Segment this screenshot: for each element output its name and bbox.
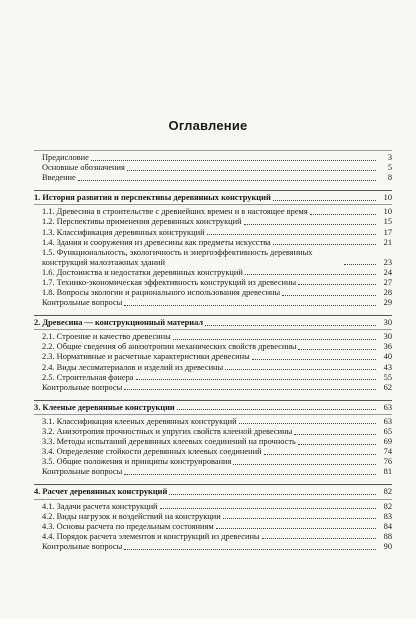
toc-entry[interactable] [34, 288, 392, 298]
toc-entry-page: 43 [383, 362, 392, 372]
toc-entry-label: 3.5. Общие положения и принципы конструирования [42, 457, 232, 467]
divider [34, 315, 392, 316]
toc-entry[interactable] [34, 298, 392, 308]
chapter-title-label: 2. Древесина — конструкционный материал [34, 318, 204, 328]
chapter-page: 63 [383, 402, 392, 412]
chapter-title[interactable] [34, 403, 392, 413]
toc-entry-label: 3.2. Анизотропия прочностных и упругих свойств клееной древесины [42, 426, 293, 436]
leader-dots [91, 160, 376, 161]
toc-entry-page: 23 [383, 257, 392, 267]
leader-dots [252, 359, 376, 360]
leader-dots [216, 528, 376, 529]
leader-dots [160, 508, 376, 509]
leader-dots [136, 379, 376, 380]
leader-dots [124, 474, 376, 475]
toc-entry[interactable] [34, 522, 392, 532]
leader-dots [245, 274, 376, 275]
toc-entry[interactable] [34, 373, 392, 383]
toc-entry[interactable] [34, 278, 392, 288]
toc-entry[interactable] [34, 163, 392, 173]
toc-entry[interactable] [34, 173, 392, 183]
toc-entry[interactable] [34, 512, 392, 522]
chapter-title-label: 1. История развития и перспективы деревянных конструкций [34, 193, 271, 203]
leader-dots [225, 369, 376, 370]
leader-dots [262, 538, 376, 539]
divider [34, 484, 392, 485]
toc-entry[interactable] [34, 153, 392, 163]
toc-entry-page: 5 [387, 163, 392, 173]
toc-entry-label: Предисловие [42, 153, 89, 162]
toc-entry-label: 3.3. Методы испытаний деревянных клеевых соединений на прочность [42, 437, 296, 447]
toc-entry-page: 30 [383, 332, 392, 342]
table-of-contents [34, 149, 392, 552]
toc-entry-label: 1.3. Классификация деревянных конструкций [42, 227, 205, 237]
leader-dots [294, 434, 376, 435]
divider [34, 329, 392, 330]
toc-entry-label: 2.5. Строительная фанера [42, 372, 134, 382]
toc-entry-label: 1.4. Здания и сооружения из древесины как предметы искусства [42, 237, 271, 247]
toc-entry-page: 29 [383, 298, 392, 308]
leader-dots [298, 349, 376, 350]
toc-entry-label: 3.1. Классификация клееных деревянных конструкций [42, 416, 237, 426]
toc-entry-label: Основные обозначения [42, 163, 125, 173]
chapter-title[interactable] [34, 193, 392, 203]
toc-entry[interactable] [34, 228, 392, 238]
toc-entry-label: Контрольные вопросы [42, 541, 123, 551]
page-title: Оглавление [168, 118, 248, 133]
toc-entry[interactable] [34, 268, 392, 278]
toc-entry-label: 4.3. Основы расчета по предельным состояниям [42, 521, 214, 531]
toc-entry-page: 10 [383, 207, 392, 217]
leader-dots [169, 494, 376, 495]
toc-entry[interactable] [34, 238, 392, 248]
toc-entry-label: 2.4. Виды лесоматериалов и изделий из древесины [42, 362, 224, 372]
toc-entry-page: 65 [383, 426, 392, 436]
toc-entry-label: Контрольные вопросы [42, 467, 123, 477]
toc-entry-label: 1.2. Перспективы применения деревянных конструкций [42, 217, 242, 227]
leader-dots [124, 549, 376, 550]
toc-entry-label: 2.3. Нормативные и расчетные характеристики древесины [42, 352, 250, 362]
toc-entry[interactable] [34, 467, 392, 477]
toc-entry-page: 55 [383, 372, 392, 382]
toc-entry[interactable] [34, 437, 392, 447]
leader-dots [173, 339, 376, 340]
toc-entry[interactable] [34, 383, 392, 393]
toc-entry-label: 1.6. Достоинства и недостатки деревянных конструкций [42, 267, 243, 277]
toc-entry-label: Контрольные вопросы [42, 298, 123, 308]
toc-entry[interactable] [34, 427, 392, 437]
toc-entry-page: 69 [383, 437, 392, 447]
chapter-page: 10 [383, 193, 392, 203]
toc-entry-page: 15 [383, 217, 392, 227]
divider [34, 400, 392, 401]
leader-dots [282, 295, 376, 296]
leader-dots [205, 325, 376, 326]
toc-entry-label: 2.1. Строение и качество древесины [42, 332, 171, 342]
toc-entry[interactable] [34, 542, 392, 552]
leader-dots [124, 305, 376, 306]
toc-entry-page: 74 [383, 447, 392, 457]
toc-entry-page: 36 [383, 342, 392, 352]
leader-dots [124, 389, 376, 390]
toc-entry[interactable] [34, 207, 392, 217]
toc-entry-label: 3.4. Определение стойкости деревянных клеевых соединений [42, 447, 262, 457]
toc-entry-page: 63 [383, 416, 392, 426]
leader-dots [298, 444, 376, 445]
leader-dots [127, 170, 376, 171]
toc-entry-page: 40 [383, 352, 392, 362]
chapter-title-label: 3. Клееные деревянные конструкции [34, 402, 175, 412]
toc-entry-page: 17 [383, 227, 392, 237]
toc-entry-page: 81 [383, 467, 392, 477]
toc-entry-page: 82 [383, 501, 392, 511]
divider [34, 414, 392, 415]
toc-entry-label: 4.4. Порядок расчета элементов и конструкций из древесины [42, 531, 260, 541]
toc-entry[interactable] [34, 332, 392, 342]
toc-entry-page: 62 [383, 382, 392, 392]
leader-dots [298, 284, 376, 285]
toc-entry-page: 84 [383, 521, 392, 531]
leader-dots [177, 409, 376, 410]
divider [34, 150, 392, 151]
leader-dots [273, 200, 376, 201]
toc-entry-label: 4.2. Виды нагрузок и воздействий на конструкции [42, 511, 221, 521]
toc-entry[interactable] [34, 363, 392, 373]
divider [34, 499, 392, 500]
leader-dots [207, 234, 376, 235]
chapter-title[interactable] [34, 318, 392, 328]
leader-dots [223, 518, 376, 519]
toc-entry-page: 76 [383, 457, 392, 467]
toc-entry-page: 3 [387, 153, 392, 162]
leader-dots [239, 423, 376, 424]
toc-entry[interactable] [34, 447, 392, 457]
leader-dots [78, 180, 376, 181]
toc-entry-page: 28 [383, 287, 392, 297]
leader-dots [233, 464, 376, 465]
leader-dots [264, 454, 376, 455]
toc-entry-label: 1.8. Вопросы экологии и рационального использования древесины [42, 287, 281, 297]
toc-entry-page: 27 [383, 277, 392, 287]
toc-entry-label: Введение [42, 173, 76, 183]
toc-entry-page: 88 [383, 531, 392, 541]
chapter-title[interactable] [34, 487, 392, 497]
chapter-title-label: 4. Расчет деревянных конструкций [34, 487, 168, 497]
toc-entry[interactable] [34, 352, 392, 362]
leader-dots [344, 264, 376, 265]
toc-entry-label: 4.1. Задачи расчета конструкций [42, 501, 158, 511]
toc-entry-page: 8 [387, 173, 392, 183]
divider [34, 204, 392, 205]
toc-entry-label: 2.2. Общие сведения об анизотропии механических свойств древесины [42, 342, 297, 352]
toc-entry[interactable] [34, 342, 392, 352]
toc-entry-page: 83 [383, 511, 392, 521]
divider [34, 190, 392, 191]
toc-entry[interactable] [34, 248, 392, 268]
toc-entry-page: 90 [383, 541, 392, 551]
leader-dots [273, 244, 376, 245]
toc-entry-label: 1.5. Функциональность, экологичность и энергоэффективность деревянных конструкций малоэтажных зданий [42, 247, 313, 267]
toc-entry-label: Контрольные вопросы [42, 382, 123, 392]
toc-entry-page: 24 [383, 267, 392, 277]
toc-entry-label: 1.7. Технико-экономическая эффективность конструкций из древесины [42, 277, 297, 287]
chapter-page: 82 [383, 487, 392, 497]
toc-entry[interactable] [34, 457, 392, 467]
toc-entry[interactable] [34, 217, 392, 227]
toc-entry-page: 21 [383, 237, 392, 247]
leader-dots [310, 214, 376, 215]
toc-entry-label: 1.1. Древесина в строительстве с древнейших времен и в настоящее время [42, 207, 308, 217]
toc-entry[interactable] [34, 532, 392, 542]
chapter-page: 30 [383, 318, 392, 328]
toc-entry[interactable] [34, 417, 392, 427]
leader-dots [244, 224, 376, 225]
toc-entry[interactable] [34, 502, 392, 512]
